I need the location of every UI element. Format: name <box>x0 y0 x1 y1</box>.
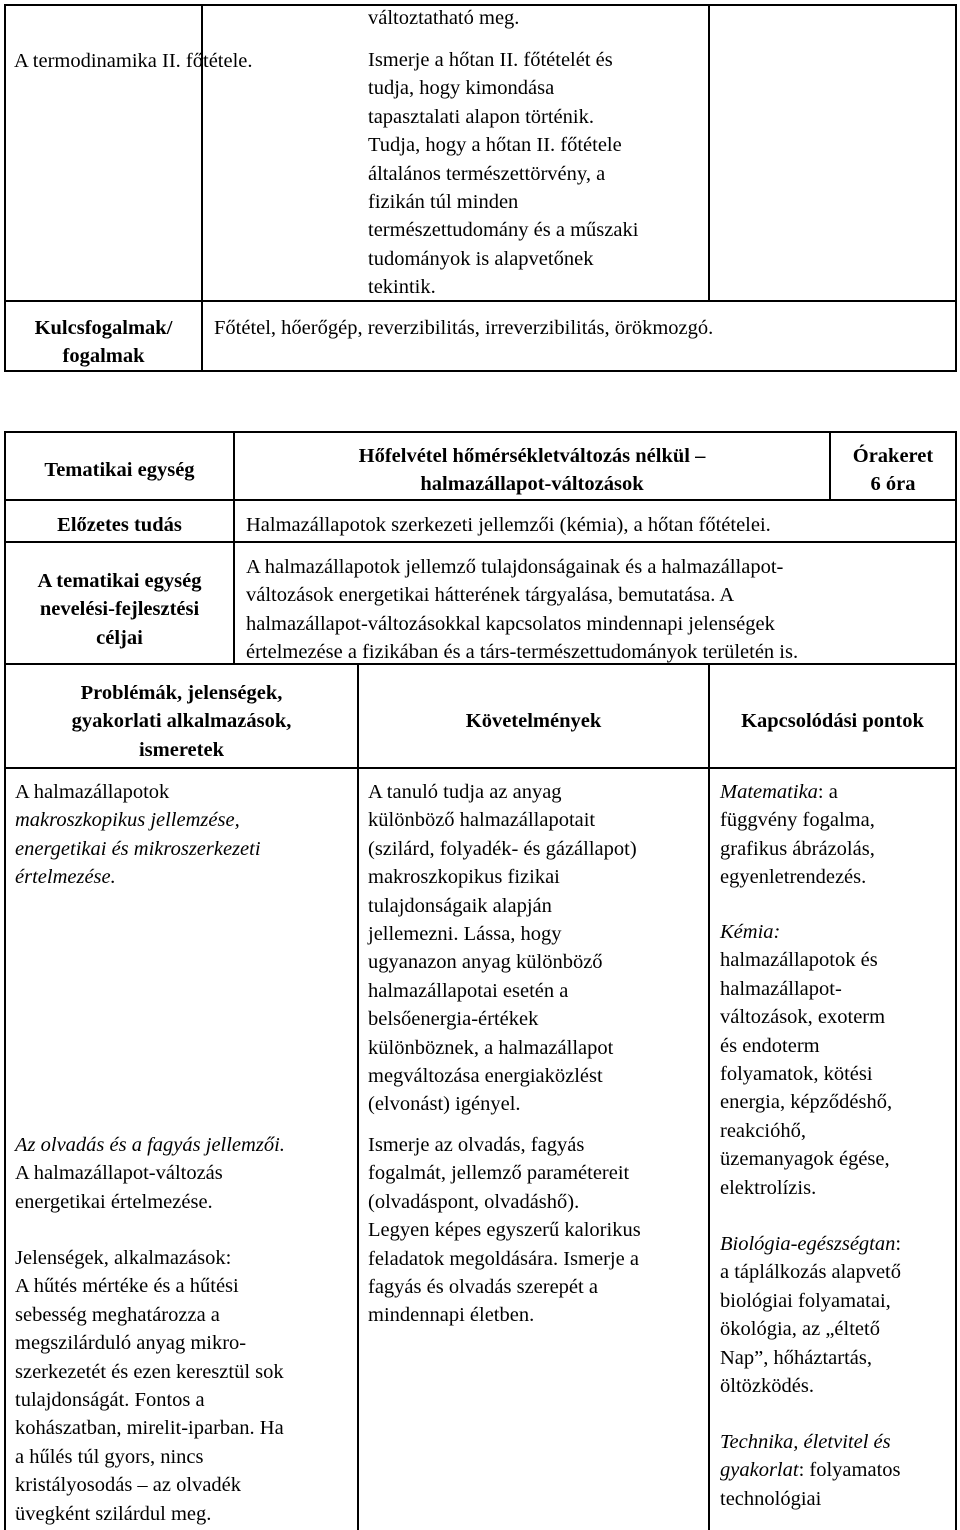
requirements-header: Követelmények <box>465 710 602 732</box>
requirement-line: tudományok is alapvetőnek <box>368 247 594 270</box>
thematic-unit-label: Tematikai egység <box>44 459 195 481</box>
connections-technology: Technika, életvitel és gyakorlat: folyamatos technológiai <box>720 1428 901 1513</box>
requirements-col-divider <box>708 663 710 1530</box>
requirement-line: Tudja, hogy a hőtan II. főtétele <box>368 134 622 157</box>
key-concepts-label: Kulcsfogalmak/ fogalmak <box>34 317 173 368</box>
connections-chemistry: Kémia: halmazállapotok és halmazállapot- változások, exoterm és endoterm folyamatok, kötési energia, képződéshő, reakcióhő, üzemanyagok égése, elektrolízis. <box>720 918 892 1202</box>
requirements-block-2: Ismerje az olvadás, fagyás fogalmát, jellemző paramétereit (olvadáspont, olvadáshő). Legyen képes egyszerű kalorikus feladatok megoldására. Ismerje a fagyás és olvadás szerepét a mindennapi életben. <box>368 1134 641 1327</box>
problems-block-1: A halmazállapotok makroszkopikus jellemzése, energetikai és mikroszerkezeti értelmezése. <box>15 781 261 889</box>
row-divider-2 <box>4 541 957 543</box>
prior-knowledge-label: Előzetes tudás <box>57 514 182 536</box>
goals-label: A tematikai egység nevelési-fejlesztési céljai <box>37 570 202 649</box>
problems-block-2: Az olvadás és a fagyás jellemzői. A halmazállapot-változás energetikai értelmezése. <box>15 1134 285 1213</box>
requirement-line: természettudomány és a műszaki <box>368 219 639 242</box>
problems-col-divider <box>357 663 359 1530</box>
top-table-right-border <box>955 4 957 372</box>
requirements-block-1: A tanuló tudja az anyag különböző halmazállapotait (szilárd, folyadék- és gázállapot) makroszkopikus fizikai tulajdonságaik alapján jellemezni. Lássa, hogy ugyanazon anyag különböző halmazállapotai esetén a belsőenergia-értékek különböznek, a halmazállapot megváltozása energiaközlést (elvonást) igényel. <box>368 781 637 1116</box>
connections-math: Matematika: a függvény fogalma, grafikus ábrázolás, egyenletrendezés. <box>720 781 875 889</box>
connections-header: Kapcsolódási pontok <box>741 710 924 732</box>
requirement-line: tapasztalati alapon történik. <box>368 105 594 128</box>
header-row-divider <box>4 767 957 769</box>
requirement-text <box>368 46 638 302</box>
row-divider-1 <box>4 499 957 501</box>
problems-header: Problémák, jelenségek, gyakorlati alkalmazások, ismeretek <box>71 682 292 761</box>
thematic-unit-title: Hőfelvétel hőmérsékletváltozás nélkül – halmazállapot-változások <box>358 445 706 496</box>
connections-biology: Biológia-egészségtan: a táplálkozás alapvető biológiai folyamatai, ökológia, az „éltető Nap”, hőháztartás, öltözködés. <box>720 1233 902 1398</box>
requirement-line: általános természettörvény, a <box>368 162 606 185</box>
key-concepts-value: Főtétel, hőerőgép, reverzibilitás, irreverzibilitás, örökmozgó. <box>214 317 714 339</box>
biology-label: Biológia-egészségtan <box>720 1233 896 1255</box>
unit-table-top-border <box>4 431 957 433</box>
hours-label: Órakeret <box>852 445 934 467</box>
problems-block-3: Jelenségek, alkalmazások: A hűtés mértéke és a hűtési sebesség meghatározza a megszilárduló anyag mikro- szerkezetét és ezen keresztül sok tulajdonságát. Fontos a kohászatban, mirelit-iparban. Ha a hűlés túl gyors, nincs kristályosodás – az olvadék üvegként szilárdul meg. <box>15 1247 284 1525</box>
chemistry-label: Kémia: <box>720 921 781 943</box>
technology-label: Technika, életvitel és <box>720 1431 891 1453</box>
goals-value: A halmazállapotok jellemző tulajdonságainak és a halmazállapot- változások energetikai hátterének tárgyalása, bemutatása. A halmazállapot-változásokkal kapcsolatos mindennapi jelenségek értelmezése a fizikában és a társ-természettudományok területén is. <box>246 556 799 664</box>
prior-knowledge-value: Halmazállapotok szerkezeti jellemzői (kémia), a hőtan főtételei. <box>246 514 771 536</box>
top-table-inner-divider <box>708 4 710 302</box>
math-label: Matematika <box>720 781 818 803</box>
requirement-line: tudja, hogy kimondása <box>368 77 555 100</box>
requirement-line: Ismerje a hőtan II. főtételét és <box>368 49 613 71</box>
topic-cell: A termodinamika II. főtétele. <box>14 50 253 72</box>
requirement-line: fizikán túl minden <box>368 191 519 214</box>
requirement-line: tekintik. <box>368 276 436 299</box>
unit-table-right-border <box>955 431 957 1530</box>
requirement-continued-line: változtatható meg. <box>368 7 520 29</box>
hours-value: 6 óra <box>870 473 916 495</box>
